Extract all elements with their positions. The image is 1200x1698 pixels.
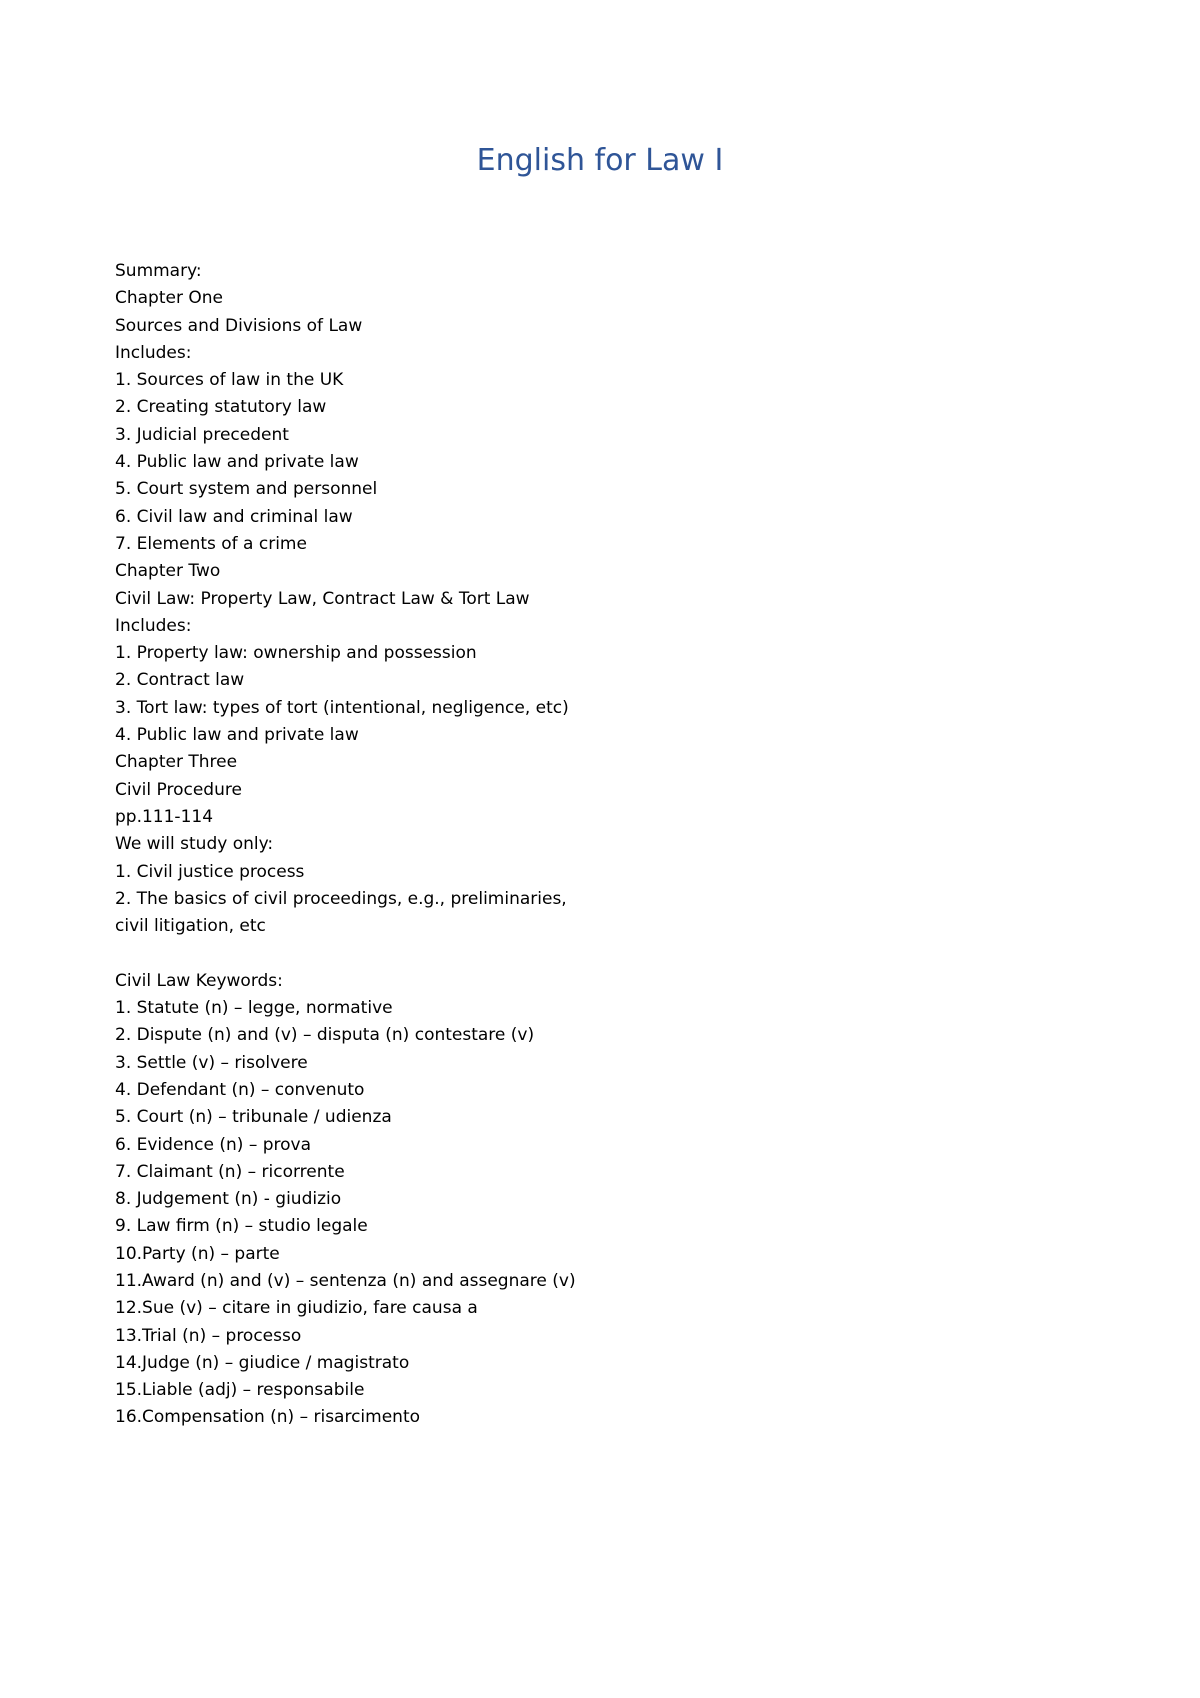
- keyword-item: 6. Evidence (n) – prova: [115, 1134, 312, 1155]
- chapter-two-includes-label: Includes:: [115, 615, 192, 636]
- list-item: 4. Public law and private law: [115, 452, 359, 473]
- chapter-one-label: Chapter One: [115, 288, 223, 309]
- keyword-item: 15.Liable (adj) – responsabile: [115, 1380, 365, 1401]
- list-item: 2. Contract law: [115, 670, 245, 691]
- keyword-item: 2. Dispute (n) and (v) – disputa (n) contestare (v): [115, 1025, 535, 1046]
- keyword-item: 10.Party (n) – parte: [115, 1243, 280, 1264]
- chapter-three-label: Chapter Three: [115, 752, 238, 773]
- list-item: 2. The basics of civil proceedings, e.g., preliminaries,: [115, 888, 567, 909]
- chapter-three-study-label: We will study only:: [115, 834, 274, 855]
- keyword-item: 3. Settle (v) – risolvere: [115, 1052, 308, 1073]
- keyword-item: 7. Claimant (n) – ricorrente: [115, 1161, 345, 1182]
- list-item: 1. Sources of law in the UK: [115, 370, 344, 391]
- chapter-two-name: Civil Law: Property Law, Contract Law & Tort Law: [115, 588, 530, 609]
- keyword-item: 1. Statute (n) – legge, normative: [115, 998, 393, 1019]
- keyword-item: 5. Court (n) – tribunale / udienza: [115, 1107, 392, 1128]
- list-item: 1. Civil justice process: [115, 861, 305, 882]
- chapter-three-pages: pp.111-114: [115, 806, 214, 827]
- chapter-one-name: Sources and Divisions of Law: [115, 315, 363, 336]
- list-item: 1. Property law: ownership and possession: [115, 643, 477, 664]
- list-item: civil litigation, etc: [115, 916, 266, 937]
- chapter-two-label: Chapter Two: [115, 561, 221, 582]
- list-item: 3. Tort law: types of tort (intentional, negligence, etc): [115, 697, 569, 718]
- keyword-item: 12.Sue (v) – citare in giudizio, fare causa a: [115, 1298, 478, 1319]
- list-item: 3. Judicial precedent: [115, 424, 289, 445]
- blank-line: [115, 940, 1015, 967]
- chapter-one-includes-label: Includes:: [115, 342, 192, 363]
- keyword-item: 13.Trial (n) – processo: [115, 1325, 302, 1346]
- chapter-three-name: Civil Procedure: [115, 779, 242, 800]
- page-title: English for Law I: [476, 143, 724, 178]
- list-item: 7. Elements of a crime: [115, 533, 307, 554]
- list-item: 2. Creating statutory law: [115, 397, 327, 418]
- document-body: [115, 258, 1015, 1432]
- keyword-item: 9. Law firm (n) – studio legale: [115, 1216, 368, 1237]
- keyword-item: 16.Compensation (n) – risarcimento: [115, 1407, 421, 1428]
- keyword-item: 4. Defendant (n) – convenuto: [115, 1079, 365, 1100]
- list-item: 5. Court system and personnel: [115, 479, 378, 500]
- keyword-item: 14.Judge (n) – giudice / magistrato: [115, 1352, 410, 1373]
- keyword-item: 11.Award (n) and (v) – sentenza (n) and assegnare (v): [115, 1270, 576, 1291]
- keywords-label: Civil Law Keywords:: [115, 970, 283, 991]
- list-item: 4. Public law and private law: [115, 725, 359, 746]
- list-item: 6. Civil law and criminal law: [115, 506, 353, 527]
- keyword-item: 8. Judgement (n) - giudizio: [115, 1189, 342, 1210]
- summary-label: Summary:: [115, 261, 202, 281]
